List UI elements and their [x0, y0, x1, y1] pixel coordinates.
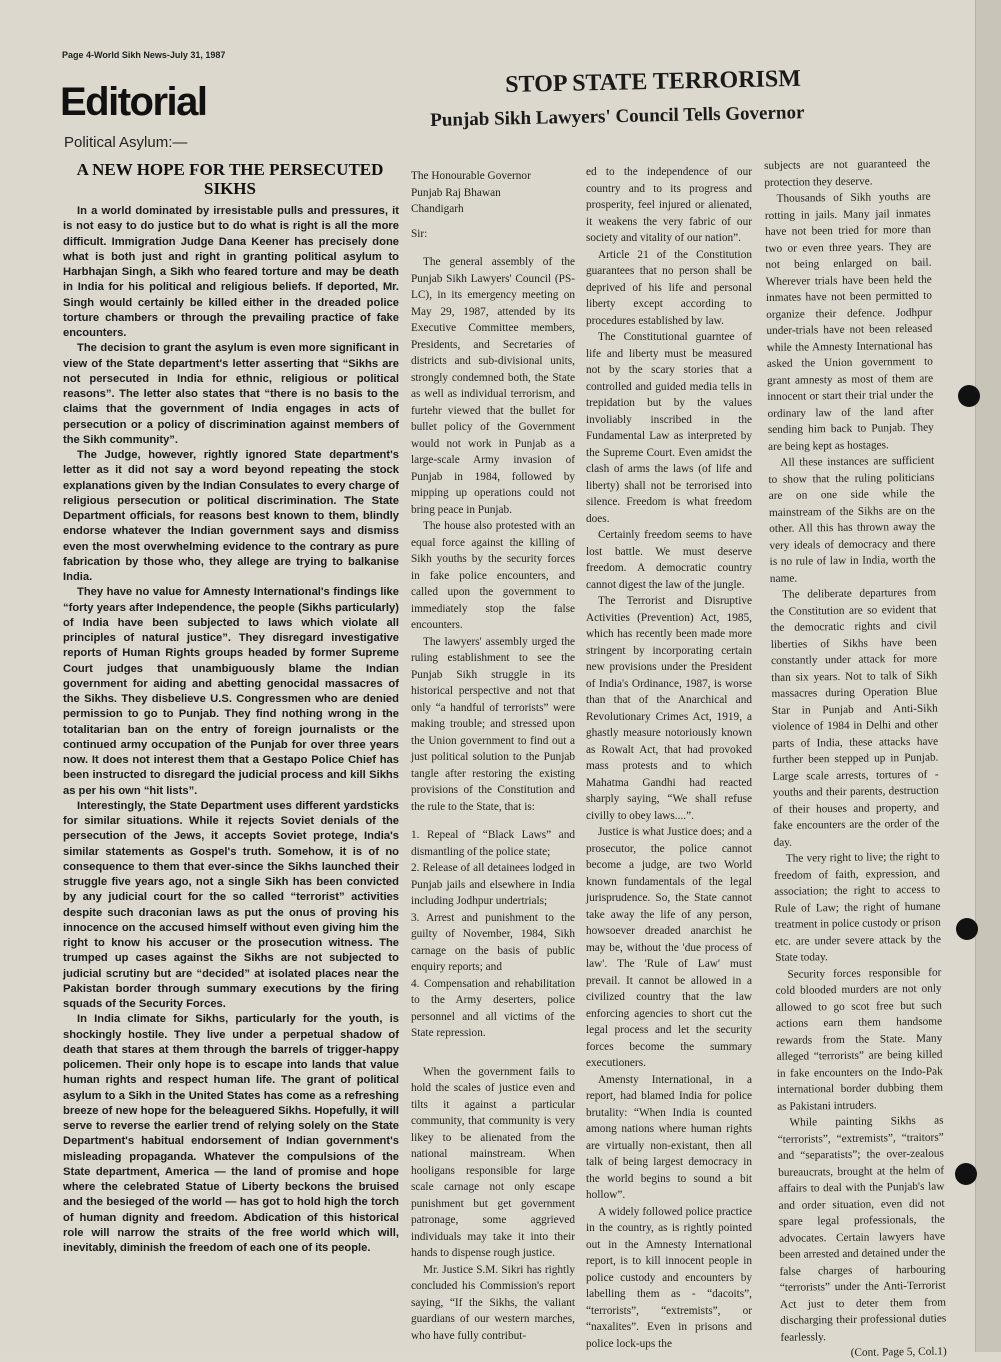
article-paragraph: The Constitutional guarntee of life and liberty must be measured not by the scary stories that a controlled and guided media tells in trepidation but by the values involiably inscribed in the Fundamental Law as interpreted by the Supreme Court. Even amidst the clash of arms the laws (of life and liberty) shall not be terrorised into silence. Freedom is what freedom does.: [586, 331, 752, 525]
article-paragraph: While painting Sikhs as “terrorists”, “extremists”, “traitors” and “separatists”; the over-zealous bureaucrats, brought at the helm of affairs to deal with the Punjab's law and order situation, even did not spare legal professionals, the advocates. Certain lawyers have been arrested and detained under the false charges of harbouring “terrorists” under the Anti-Terrorist Act just to deter them from discharging their professional duties fearlessly.: [777, 1114, 947, 1344]
editorial-paragraph: In India climate for Sikhs, particularly for the youth, is shockingly hostile. They live under a perpetual shadow of death that stares at them through the barrels of trigger-happy policemen. Their only hope is to escape into lands that value human rights and respect human life. The grant of political asylum to a Sikh in the United States has come as a refreshing breeze of new hope for the beleaguered Sikhs. Hopefully, it will serve to reverse the earlier trend of relying solely on the State Department's habitual endorsement of Indian government's misleading propaganda. Whatever the compulsions of the State department, America — the land of promise and hope where the celebrated Statue of Liberty beckons the bruised and the besieged of the world — has got to hold high the torch of human dignity and freedom. Abdication of this historical role will narrow the straits of the free world which will, inevitably, diminish the freedom of each one of its people.: [63, 1013, 399, 1254]
address-line: Chandigarh: [411, 203, 464, 215]
article-paragraph: Security forces responsible for cold blooded murders are not only allowed to go scot free but such actions earn them handsome rewards from the State. Many alleged “terrorists” are being killed in fake encounters on the Indo-Pak international border dubbing them as Pakistani intruders.: [775, 966, 944, 1113]
demand-item: 2. Release of all detainees lodged in Punjab jails and elsewhere in India including Jodhpur undertrials;: [411, 862, 575, 907]
article-column-2: [586, 164, 752, 1352]
editorial-body: [63, 204, 399, 1256]
article-title: STOP STATE TERRORISM: [505, 65, 802, 98]
article-paragraph: subjects are not guaranteed the protection they deserve.: [764, 157, 931, 189]
article-paragraph: The lawyers' assembly urged the ruling establishment to see the Punjab Sikh struggle in its historical perspective and not that only “a handful of terrorists” were making trouble; and stressed upon the Union government to find out a just political solution to the Punjab tangle after restoring the existing provisions of the Constitution and the rule to the State, that is:: [411, 635, 575, 813]
editorial-headline: A NEW HOPE FOR THE PERSECUTED SIKHS: [76, 160, 384, 198]
editorial-kicker: Political Asylum:—: [64, 134, 188, 151]
article-paragraph: Thousands of Sikh youths are rotting in jails. Many jail inmates have not been tried for more than two or even three years. They are not being enlarged on bail. Wherever trials have been held the inmates have not been permitted to organize their defence. Jodhpur under-trials have not been released while the Amnesty International has asked the Union government to grant amnesty as most of them are innocent or start their trial under the ordinary law of the land after sending him back to Punjab. They are being kept as hostages.: [764, 190, 934, 453]
article-paragraph: Certainly freedom seems to have lost battle. We must deserve freedom. A democratic country cannot digest the law of the jungle.: [586, 529, 752, 591]
article-paragraph: The deliberate departures from the Constitution are so evident that the democratic rights and civil liberties of Sikhs have been constantly under attack for more than six years. Not to talk of Sikh massacres during Operation Blue Star in Punjab and Anti-Sikh violence of 1984 in Delhi and other parts of India, these attacks have further been stepped up in Punjab. Large scale arrests, tortures of - youths and their parents, destruction of their houses and property, and fake encounters are the order of the day.: [770, 586, 940, 849]
address-line: The Honourable Governor: [411, 170, 531, 182]
article-paragraph: The very right to live; the right to freedom of faith, expression, and association; the right to access to Rule of Law; the right of humane treatment in police custody or prison etc. are under severe attack by the State today.: [773, 850, 942, 964]
editorial-section-title: Editorial: [60, 80, 207, 124]
editorial-paragraph: The decision to grant the asylum is even more significant in view of the State department's letter asserting that “Sikhs are not persecuted in India for ethnic, religious or political reasons”. The letter also states that “there is no basis to the claims that the government of India engages in acts of persecution or a policy of discrimination against members of the Sikh community”.: [63, 342, 399, 446]
article-paragraph: Justice is what Justice does; and a prosecutor, the police cannot become a judge, are two World known fundamentals of the legal jurisprudence. So, the State cannot take away the life of any person, howsoever dreaded anarchist he may be, without the 'due process of law'. The 'Rule of Law' must prevail. It cannot be allowed in a civilized country that the law enforcing agencies to short cut the legal process and let the security forces become the summary executioners.: [586, 826, 752, 1069]
demand-item: 3. Arrest and punishment to the guilty of November, 1984, Sikh carnage on the basis of public enquiry reports; and: [411, 911, 575, 973]
continuation-note: (Cont. Page 5, Col.1): [850, 1345, 947, 1359]
page-edge: [975, 0, 1001, 1352]
article-paragraph: The house also protested with an equal force against the killing of Sikh youths by the security forces in fake police encounters, and called upon the government to immediately stop the false encounters.: [411, 520, 575, 631]
article-paragraph: Mr. Justice S.M. Sikri has rightly concluded his Commission's report saying, “If the Sikhs, the valiant guardians of our western marches, who have fully contribut-: [411, 1263, 575, 1342]
editorial-paragraph: Interestingly, the State Department uses different yardsticks for similar situations. While it rejects Soviet denials of the persecution of the Jews, it accepts Soviet protege, India's similar statements as Gospel's truth. Somehow, it is of no consequence to them that ever-since the Sikhs launched their struggle five years ago, not a single Sikh has been convicted by any judicial court for the so called “terrorist” activities despite such draconian laws as put the onus of proving his innocence on the accused himself without even giving him the right to know his accuser or the prosecution witness. The trumped up cases against the Sikhs are not subjected to judicial scrutiny but are “decided” at isolated places near the Pakistan border through summary executions by the firing squads of the Security Forces.: [63, 799, 399, 1010]
punch-hole: [955, 1163, 977, 1185]
editorial-paragraph: The Judge, however, rightly ignored State department's letter as it did not say a word beyond repeating the stock explanations given by the Indian Consulates to every charge of religious persecution or political discrimination. The State Department officials, for reasons best known to them, blindly endorse whatever the Indian government says and dismiss even the most overwhelming evidence to the contrary as pure fabrication by those who, they allege are trying to balkanise India.: [63, 449, 399, 583]
editorial-paragraph: They have no value for Amnesty International's findings like “forty years after Independence, the peop!e (Sikhs particularly) of India have been subjected to laws which violate all principles of natural justice”. They disregard investigative reports of Human Rights groups headed by former Supreme Court judges that unambiguously blame the Indian government for aiding and abetting genocidal massacres of the Sikhs. They disbelieve U.S. Congressmen who are denied permission to go to Punjab. They find nothing wrong in the totalitarian ban on the entry of foreign journalists or the continued army occupation of the Punjab for over three years now. It does not interest them that a Gestapo Police Chief has been instructed to disregard the judicial process and kill Sikhs as per his own “hit lists”.: [63, 586, 399, 797]
article-subtitle: Punjab Sikh Lawyers' Council Tells Governor: [430, 102, 805, 131]
punch-hole: [958, 385, 980, 407]
article-column-3: [764, 156, 947, 1362]
demand-item: 1. Repeal of “Black Laws” and dismantling of the police state;: [411, 829, 575, 858]
article-paragraph: All these instances are sufficient to show that the ruling politicians are on one side while the mainstream of the Sikhs are on the other. All this has thrown away the very ideals of democracy and there is no rule of law in India, worth the name.: [768, 454, 936, 585]
demand-item: 4. Compensation and rehabilitation to the Army deserters, police personnel and all victims of the State repression.: [411, 977, 575, 1039]
article-paragraph: The Terrorist and Disruptive Activities (Prevention) Act, 1985, which has recently been made more stringent by incorporating certain new provisions under the President of India's Ordinance, 1987, is worse than that of the Anarchical and Revolutionary Crimes Act, 1919, a ghastly measure notoriously known as Rowalt Act, that had provoked mass protests and to which Mahatma Gandhi had reacted sharply saying, “We shall refuse civilly to obey laws....”.: [586, 595, 752, 822]
article-paragraph: When the government fails to hold the scales of justice even and tilts it against a particular community, that community is very likey to be alienated from the national mainstream. When hooligans responsible for large scale carnage not only escape punishment but get government patronage, some aggrieved individuals may take it into their hands to dispense rough justice.: [411, 1065, 575, 1259]
article-paragraph: The general assembly of the Punjab Sikh Lawyers' Council (PS-LC), in its emergency meeting on May 29, 1987, attended by its Executive Committee members, Presidents, and Secretaries of districts and sub-divisional units, strongly condemned both, the State as well as individual terrorism, and furtehr viewed that the bullet for bullet policy of the Government would not work in Punjab as a large-scale Army invasion of Punjab in 1984, followed by mipping up operations could not bring peace in Punjab.: [411, 256, 575, 516]
editorial-paragraph: In a world dominated by irresistable pulls and pressures, it is not easy to do justice but to do what is right is all the more difficult. Immigration Judge Dana Keener has precisely done what is both just and right in granting political asylum to Harbhajan Singh, a Sikh who feared torture and may be death in India for his political and religious beliefs. If deported, Mr. Singh would certainly be killed either in the dreaded police torture chambers or through the prevailing practice of fake encounters.: [63, 205, 399, 339]
article-paragraph: ed to the independence of our country and to its progress and prosperity, feel injured or alienated, it weakens the very fabric of our society and vitality of our nation”.: [586, 166, 752, 244]
article-paragraph: Amensty International, in a report, had blamed India for police brutality: “When India is counted among nations where human rights are virtually non-existant, then all talk of being largest democracy in the world begins to sound a bit hollow”.: [586, 1073, 752, 1201]
article-paragraph: A widely followed police practice in the country, as is rightly pointed out in the Amnesty International report, is to kill innocent people in police custody and encounters by labelling them as - “dacoits”, “terrorists”, “extremists”, or “naxalites”. Even in prisons and police lock-ups the: [586, 1205, 752, 1350]
salutation: Sir:: [411, 227, 428, 240]
address-line: Punjab Raj Bhawan: [411, 186, 501, 199]
folio-line: Page 4-World Sikh News-July 31, 1987: [62, 50, 226, 60]
article-column-1: [411, 168, 575, 1344]
punch-hole: [956, 918, 978, 940]
article-paragraph: Article 21 of the Constitution guarantees that no person shall be deprived of his life and personal liberty except according to procedures established by law.: [586, 248, 752, 327]
